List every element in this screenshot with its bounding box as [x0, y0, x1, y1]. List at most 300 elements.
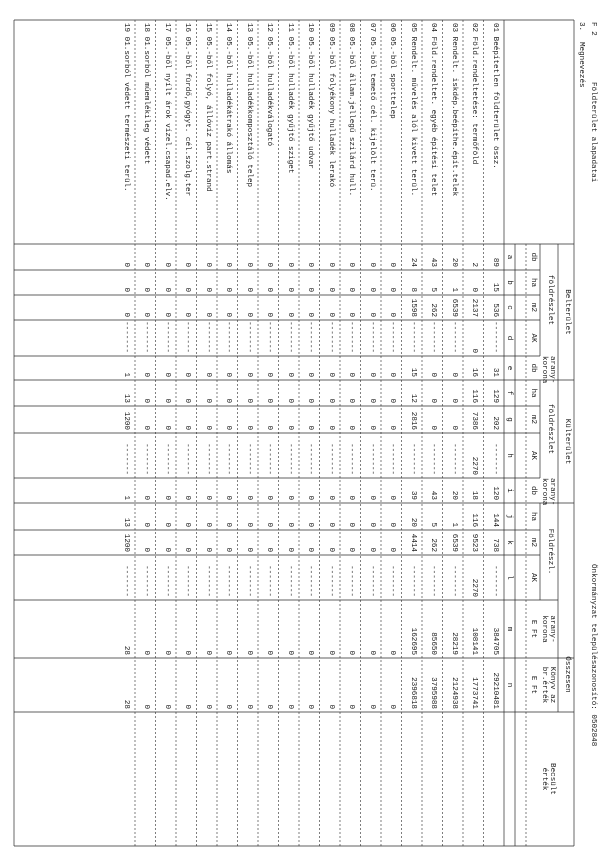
table-cell: -------	[245, 321, 253, 353]
table-cell: 116	[470, 389, 479, 403]
table-cell: -------	[450, 565, 458, 597]
table-cell: 0	[306, 398, 315, 403]
table-cell: 0	[224, 262, 233, 267]
table-cell: 0	[142, 704, 151, 709]
col-letter-j: j	[505, 514, 513, 519]
table-cell: 0	[142, 495, 151, 500]
table-cell: 202	[491, 416, 499, 430]
table-cell: 2270	[470, 456, 479, 475]
table-cell: 28	[122, 645, 130, 655]
table-cell: 0	[388, 495, 397, 500]
row-label: 18 01.sorból műemlékileg védett	[142, 23, 151, 165]
row-label: 06 05.-ből sporttelep	[388, 23, 397, 119]
table-cell: 0	[286, 398, 294, 403]
header-foldreszlet-kul: földrészlet	[546, 403, 554, 455]
table-cell: 0	[327, 547, 335, 552]
form-code: F 2	[589, 22, 597, 36]
table-cell: -------	[409, 443, 417, 475]
row-label: 14 05.-ből hulladékátrakó állomás	[224, 23, 233, 174]
table-cell: 0	[163, 522, 171, 527]
table-cell: 89	[491, 257, 499, 267]
table-cell: 0	[388, 398, 397, 403]
table-cell: 536	[491, 303, 499, 317]
table-cell: -------	[429, 443, 438, 475]
header-foldreszl-ossz: Földrészl.	[546, 528, 554, 575]
table-cell: -------	[327, 565, 335, 597]
table-cell: 0	[265, 262, 274, 267]
table-cell: 0	[224, 547, 233, 552]
table-cell: 1	[122, 372, 130, 377]
table-cell: 0	[163, 372, 171, 377]
table-cell: 0	[347, 495, 356, 500]
table-cell: 0	[265, 425, 274, 430]
header-korona-kul: korona	[540, 478, 548, 506]
table-cell: 15	[491, 282, 499, 292]
table-cell: 0	[224, 522, 233, 527]
table-cell: 0	[347, 262, 356, 267]
col-letter-c: c	[505, 305, 513, 310]
table-cell: 0	[368, 372, 376, 377]
government-id: Önkormányzat településazonosító: 0502848	[589, 564, 597, 747]
table-cell: 15	[409, 367, 417, 377]
table-cell: 0	[327, 704, 335, 709]
table-cell: 3795988	[429, 677, 438, 709]
table-cell: 0	[286, 650, 294, 655]
table-cell: 0	[306, 704, 315, 709]
unit-db-0: db	[529, 252, 537, 262]
table-cell: 0	[265, 547, 274, 552]
header-korona-ossz: korona	[540, 615, 548, 643]
table-cell: 43	[429, 257, 438, 267]
table-cell: -------	[265, 443, 274, 475]
table-cell: 0	[204, 425, 212, 430]
row-label: 09 05.-ből folyékony hulladék lerakó	[327, 23, 335, 188]
table-cell: -------	[388, 565, 397, 597]
unit-ha-9: ha	[529, 511, 537, 522]
table-cell: 129	[491, 389, 499, 403]
table-cell: -------	[183, 443, 192, 475]
row-label: 08 05.-ből állam.jellegű szilárd hull.	[347, 23, 356, 197]
table-cell: 0	[368, 425, 376, 430]
table-cell: 0	[388, 312, 397, 317]
table-cell: 0	[368, 398, 376, 403]
table-cell: 0	[347, 287, 356, 292]
table-cell: 0	[163, 262, 171, 267]
table-cell: -------	[245, 443, 253, 475]
table-cell: 0	[286, 312, 294, 317]
table-cell: 0	[286, 425, 294, 430]
table-cell: 0	[142, 287, 151, 292]
table-cell: 0	[265, 398, 274, 403]
table-cell: 0	[224, 425, 233, 430]
table-cell: -------	[347, 565, 356, 597]
col-letter-n: n	[505, 682, 513, 688]
table-cell: 0	[286, 372, 294, 377]
table-cell: -------	[224, 443, 233, 475]
col-letter-l: l	[505, 575, 513, 580]
table-cell: -------	[450, 321, 458, 353]
col-letter-i: i	[505, 488, 513, 493]
table-cell: -------	[368, 565, 376, 597]
row-label: 17 05.-ből nyílt árok vízel.csapad.elv.	[163, 23, 171, 201]
table-cell: 0	[245, 262, 253, 267]
col-letter-h: h	[505, 453, 513, 458]
table-cell: -------	[306, 443, 315, 475]
col-letter-m: m	[505, 626, 513, 632]
table-cell: 0	[306, 425, 315, 430]
header-arany-kul: arany-	[548, 478, 556, 506]
table-cell: 0	[163, 495, 171, 500]
row-label: 10 05.-ből hulladék gyűjtő udvar	[306, 23, 315, 169]
table-cell: 0	[183, 522, 192, 527]
table-cell: -------	[327, 443, 335, 475]
table-cell: 0	[265, 704, 274, 709]
table-cell: -------	[142, 443, 151, 475]
table-cell: 1	[450, 522, 458, 527]
form-title: Földterület alapadatai	[589, 82, 597, 183]
table-cell: 2137	[470, 298, 479, 317]
table-cell: 0	[327, 495, 335, 500]
table-cell: -------	[409, 565, 417, 597]
table-cell: 0	[204, 312, 212, 317]
table-cell: 0	[245, 312, 253, 317]
table-cell: -------	[224, 565, 233, 597]
table-cell: 0	[429, 372, 438, 377]
table-cell: 43	[429, 490, 438, 500]
table-cell: 20	[409, 517, 417, 527]
table-cell: 0	[306, 372, 315, 377]
table-cell: 0	[122, 262, 130, 267]
table-cell: 0	[347, 522, 356, 527]
table-cell: -------	[265, 321, 274, 353]
table-cell: 0	[163, 398, 171, 403]
unit-m2-6: m2	[529, 414, 537, 425]
table-cell: -------	[122, 443, 130, 475]
unit-db-8: db	[529, 485, 537, 496]
table-cell: 0	[224, 312, 233, 317]
header-korona-bel: korona	[540, 356, 548, 384]
table-cell: 24	[409, 257, 417, 267]
table-cell: 28	[122, 699, 130, 709]
table-cell: 0	[388, 522, 397, 527]
table-cell: 0	[245, 398, 253, 403]
section-number: 3.	[577, 22, 585, 32]
table-cell: 13	[122, 393, 130, 403]
table-cell: 1	[450, 287, 458, 292]
table-cell: 0	[327, 650, 335, 655]
row-label: 16 05.-ből fürdő,gyógyt. cél.szolg.ter	[183, 23, 192, 197]
table-cell: 6539	[450, 533, 458, 552]
table-cell: 2	[470, 262, 479, 267]
table-cell: 0	[245, 425, 253, 430]
table-cell: 0	[327, 287, 335, 292]
table-cell: 0	[265, 650, 274, 655]
table-cell: -------	[163, 321, 171, 353]
table-cell: 116	[470, 513, 479, 527]
table-cell: -------	[224, 321, 233, 353]
header-foldreszlet-bel: földrészlet	[546, 274, 554, 326]
table-cell: 0	[142, 522, 151, 527]
col-letter-d: d	[505, 335, 513, 341]
table-cell: 0	[204, 398, 212, 403]
table-cell: 0	[306, 547, 315, 552]
table-cell: 0	[163, 287, 171, 292]
table-cell: -------	[204, 565, 212, 597]
table-cell: 0	[183, 704, 192, 709]
unit-ak-7: AK	[529, 450, 537, 461]
table-cell: 0	[163, 547, 171, 552]
table-cell: 9523	[470, 533, 479, 552]
table-cell: -------	[286, 565, 294, 597]
table-cell: 0	[306, 262, 315, 267]
table-cell: 0	[183, 425, 192, 430]
table-cell: 0	[306, 522, 315, 527]
table-cell: -------	[327, 321, 335, 353]
table-cell: 0	[245, 372, 253, 377]
table-cell: 1200	[122, 533, 130, 552]
table-cell: 0	[306, 287, 315, 292]
table-cell: 0	[204, 262, 212, 267]
table-cell: 39	[409, 490, 417, 500]
table-cell: 0	[163, 312, 171, 317]
table-cell: 0	[142, 262, 151, 267]
unit-m2-10: m2	[529, 537, 537, 548]
table-cell: -------	[388, 443, 397, 475]
row-label: 03 Rendelt. iskdép.beépíthe.épít.telek	[450, 23, 458, 197]
table-cell: -------	[491, 321, 499, 353]
table-cell: 0	[245, 547, 253, 552]
table-cell: 0	[368, 522, 376, 527]
table-cell: -------	[429, 565, 438, 597]
table-cell: 0	[388, 287, 397, 292]
col-letter-e: e	[505, 365, 513, 371]
table-cell: 0	[224, 495, 233, 500]
unit-eft-12: E Ft	[529, 619, 537, 639]
table-cell: -------	[450, 443, 458, 475]
table-cell: 0	[388, 262, 397, 267]
table-cell: 0	[327, 398, 335, 403]
table-cell: 0	[388, 425, 397, 430]
table-cell: -------	[491, 565, 499, 597]
table-cell: 0	[142, 372, 151, 377]
table-cell: 0	[306, 495, 315, 500]
table-cell: 12	[409, 393, 417, 403]
table-cell: 0	[450, 425, 458, 430]
table-cell: -------	[183, 565, 192, 597]
table-cell: 0	[142, 312, 151, 317]
table-cell: 1598	[409, 298, 417, 317]
table-cell: 0	[224, 398, 233, 403]
table-cell: 0	[163, 704, 171, 709]
table-cell: -------	[122, 565, 130, 597]
unit-ak-11: AK	[529, 572, 537, 583]
table-cell: 0	[204, 704, 212, 709]
row-label: 12 05.-ből hulladékválogató	[265, 23, 274, 147]
table-cell: 28219	[450, 632, 458, 655]
table-cell: 0	[429, 398, 438, 403]
table-cell: 0	[368, 547, 376, 552]
table-cell: 0	[183, 262, 192, 267]
unit-ha-1: ha	[529, 277, 537, 288]
table-cell: 1773741	[470, 677, 479, 709]
table-cell: 0	[265, 522, 274, 527]
table-cell: -------	[204, 443, 212, 475]
table-cell: 144	[491, 513, 499, 527]
table-cell: 0	[347, 372, 356, 377]
table-cell: 0	[204, 522, 212, 527]
table-cell: 1200	[122, 411, 130, 430]
table-cell: 0	[142, 398, 151, 403]
table-cell: 0	[183, 495, 192, 500]
row-label: 04 Föld.rendeltet. egyéb építési telet	[429, 23, 438, 197]
table-cell: 0	[368, 650, 376, 655]
table-cell: 0	[224, 372, 233, 377]
table-cell: 0	[286, 704, 294, 709]
table-cell: 0	[388, 547, 397, 552]
table-cell: 8	[409, 287, 417, 292]
table-cell: 7386	[470, 411, 479, 430]
table-cell: 13	[122, 517, 130, 527]
row-label: 19 01.sorból védett természeti terül.	[122, 23, 130, 192]
table-cell: 0	[429, 425, 438, 430]
header-osszesen: Összesen	[563, 656, 571, 693]
table-cell: -------	[347, 443, 356, 475]
col-letter-k: k	[505, 540, 513, 545]
header-becsult-2: érték	[540, 767, 548, 791]
table-cell: 4414	[409, 533, 417, 552]
table-cell: 0	[368, 287, 376, 292]
table-cell: 2270	[470, 578, 479, 597]
table-cell: 0	[204, 372, 212, 377]
table-cell: 0	[183, 312, 192, 317]
table-cell: 262	[429, 538, 438, 552]
table-cell: 0	[265, 372, 274, 377]
table-cell: 31	[491, 367, 499, 377]
table-cell: 738	[491, 538, 499, 552]
table-cell: -------	[122, 321, 130, 353]
table-cell: 0	[142, 547, 151, 552]
table-cell: -------	[368, 321, 376, 353]
table-cell: 0	[368, 262, 376, 267]
table-cell: 0	[327, 312, 335, 317]
col-letter-f: f	[505, 390, 513, 396]
table-cell: 20	[450, 490, 458, 500]
table-cell: 0	[327, 522, 335, 527]
table-cell: -------	[286, 321, 294, 353]
table-cell: 0	[183, 398, 192, 403]
table-cell: -------	[368, 443, 376, 475]
table-cell: 0	[245, 522, 253, 527]
table-cell: 108141	[470, 627, 479, 655]
table-cell: 0	[347, 704, 356, 709]
table-cell: -------	[347, 321, 356, 353]
table-cell: -------	[286, 443, 294, 475]
table-cell: 0	[327, 372, 335, 377]
table-cell: 20	[450, 257, 458, 267]
table-cell: 0	[224, 287, 233, 292]
table-cell: 0	[204, 495, 212, 500]
table-cell: 0	[245, 650, 253, 655]
unit-ak-3: AK	[529, 333, 537, 343]
table-cell: 0	[224, 704, 233, 709]
table-cell: 0	[265, 312, 274, 317]
table-cell: 0	[286, 522, 294, 527]
row-label: 07 05.-ből temető cél. kijelölt terü.	[368, 23, 376, 192]
table-cell: 0	[183, 650, 192, 655]
table-cell: 384705	[491, 627, 499, 655]
table-cell: 0	[122, 312, 130, 317]
table-cell: 5	[429, 287, 438, 292]
row-label: 11 05.-ből hulladék gyűjtő sziget	[286, 23, 294, 174]
table-cell: 0	[388, 650, 397, 655]
table-cell: 0	[450, 398, 458, 403]
table-cell: 0	[286, 495, 294, 500]
table-cell: 0	[122, 287, 130, 292]
unit-ha-5: ha	[529, 388, 537, 398]
table-cell: 16	[470, 367, 479, 377]
section-name: Megnevezés	[577, 42, 585, 88]
table-cell: 0	[245, 495, 253, 500]
table-cell: 120	[491, 486, 499, 500]
table-cell: 0	[450, 372, 458, 377]
table-cell: -------	[183, 321, 192, 353]
table-cell: 0	[286, 547, 294, 552]
unit-eft-13: E Ft	[529, 675, 537, 695]
table-cell: 0	[347, 425, 356, 430]
header-konyv-1: Könyv az	[548, 666, 556, 704]
table-cell: -------	[388, 321, 397, 353]
table-cell: 0	[327, 425, 335, 430]
table-cell: -------	[409, 321, 417, 353]
header-kulterulet: Külterület	[563, 418, 571, 465]
header-konyv-2: br.érték	[540, 666, 548, 704]
table-cell: -------	[429, 321, 438, 353]
table-cell: 18	[470, 490, 479, 500]
col-letter-b: b	[505, 280, 513, 285]
table-cell: 0	[265, 495, 274, 500]
table-cell: 0	[245, 287, 253, 292]
table-cell: 0	[347, 398, 356, 403]
unit-m2-2: m2	[529, 302, 537, 313]
table-cell: 0	[327, 262, 335, 267]
table-cell: 0	[306, 650, 315, 655]
table-cell: 0	[204, 547, 212, 552]
header-arany-ossz: arany-	[548, 615, 556, 643]
table-cell: 0	[183, 547, 192, 552]
table-cell: 0	[306, 312, 315, 317]
table-cell: 1	[122, 495, 130, 500]
table-cell: 0	[224, 650, 233, 655]
header-arany-bel: arany-	[548, 356, 556, 384]
header-becsult-1: Becsült	[548, 763, 556, 795]
table-cell: 0	[142, 650, 151, 655]
table-cell: 0	[347, 650, 356, 655]
table-cell: 0	[368, 704, 376, 709]
table-cell: -------	[163, 565, 171, 597]
table-cell: 0	[163, 650, 171, 655]
table-cell: -------	[204, 321, 212, 353]
table-cell: 2816	[409, 411, 417, 430]
table-cell: 29210481	[491, 672, 499, 709]
unit-db-4: db	[529, 363, 537, 373]
table-cell: -------	[142, 321, 151, 353]
table-cell: 0	[183, 287, 192, 292]
col-letter-g: g	[505, 417, 513, 422]
table-cell: 2124938	[450, 677, 458, 709]
table-cell: 0	[265, 287, 274, 292]
table-cell: 0	[347, 547, 356, 552]
table-cell: 162695	[409, 627, 417, 655]
